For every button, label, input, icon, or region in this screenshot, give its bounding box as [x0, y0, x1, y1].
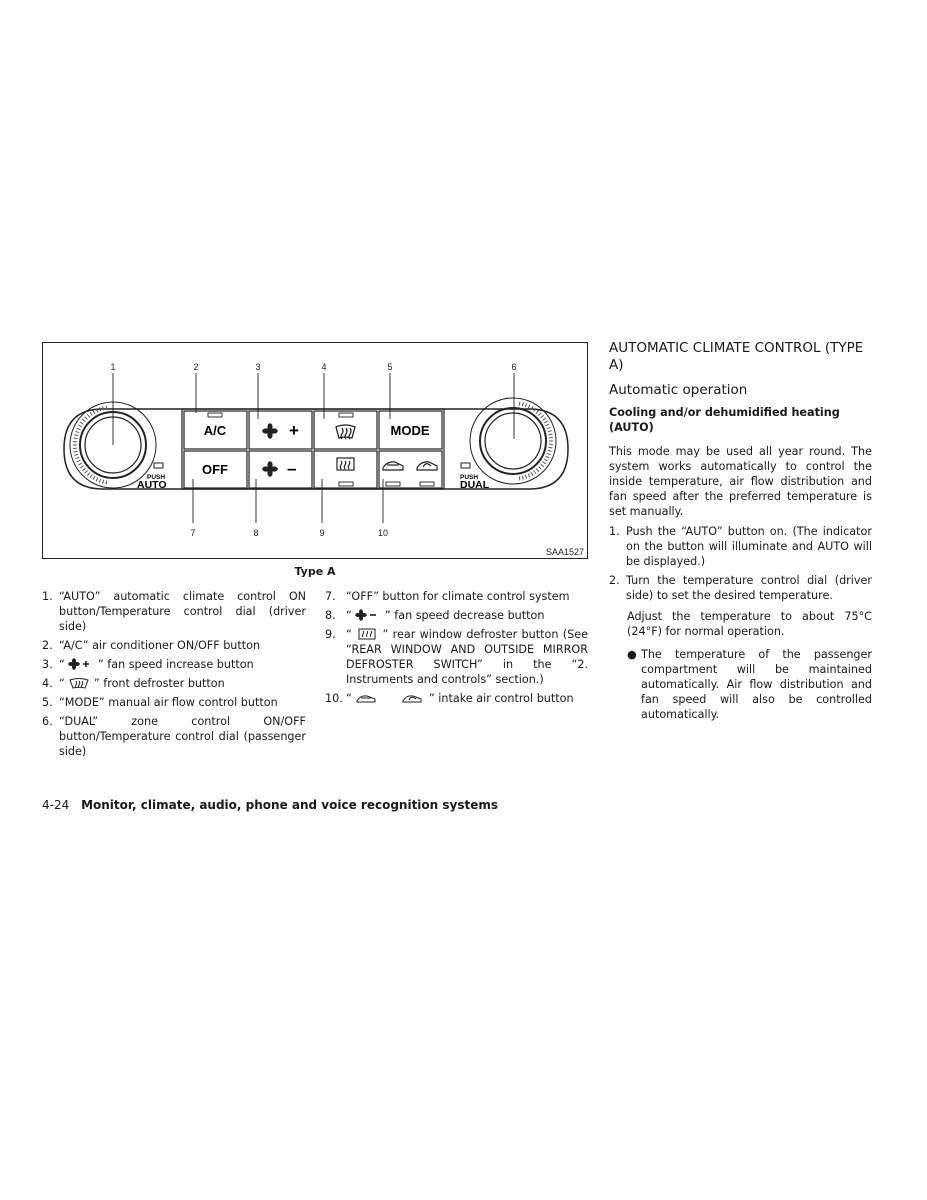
dial-tick	[548, 447, 552, 448]
dial-tick	[77, 460, 81, 462]
callout-4: 4	[321, 362, 327, 372]
list-item: 4. “ ” front defroster button	[42, 677, 225, 690]
dial-tick	[522, 402, 523, 406]
dial-tick	[547, 427, 551, 428]
footer-title: Monitor, climate, audio, phone and voice recognition systems	[81, 798, 499, 812]
bullet-dot-icon: ●	[627, 648, 637, 661]
bold-heading: Cooling and/or dehumidified heating (AUTO)	[609, 406, 840, 434]
adjust-paragraph: Adjust the temperature to about 75°C (24°F) for normal operation.	[627, 610, 872, 638]
front-defroster-icon	[68, 677, 90, 689]
rear-defroster-icon	[356, 628, 378, 640]
dial-tick	[75, 431, 79, 432]
climate-control-figure	[42, 342, 588, 559]
dial-tick	[74, 435, 78, 436]
push-label-right: PUSH	[460, 474, 479, 481]
fan-plus-icon	[68, 658, 94, 670]
dial-tick	[99, 407, 100, 411]
auto-label: AUTO	[137, 479, 167, 491]
dial-tick	[99, 479, 100, 483]
dial-tick	[82, 419, 85, 422]
dial-tick	[74, 451, 78, 452]
dial-tick	[528, 474, 530, 478]
front-defroster-icon	[336, 425, 355, 439]
list-item: 7. “OFF” button for climate control system	[325, 590, 570, 603]
callout-7: 7	[190, 528, 196, 538]
legend-list-left	[42, 589, 306, 763]
front-defroster-button[interactable]	[314, 411, 377, 449]
mode-button[interactable]	[379, 411, 442, 449]
rear-defroster-button[interactable]	[314, 451, 377, 488]
page-number: 4-24	[42, 798, 70, 812]
dial-tick	[536, 469, 539, 472]
dial-tick	[538, 413, 541, 416]
figure-caption: Type A	[294, 565, 336, 578]
dial-tick	[519, 402, 520, 406]
bullet-item: ● The temperature of the passenger compartment will be maintained automatically. Air flow distribution and fan speed will also be controlled automatically.	[627, 648, 872, 721]
callout-8: 8	[253, 528, 259, 538]
dial-tick	[548, 431, 552, 432]
dial-tick	[93, 410, 95, 413]
dial-tick	[90, 412, 92, 415]
right-temperature-dial[interactable]	[470, 398, 556, 484]
ac-label: A/C	[203, 423, 227, 438]
dial-tick	[546, 456, 550, 458]
right-column	[609, 340, 872, 722]
fan-icon	[262, 461, 278, 477]
callout-3: 3	[255, 362, 261, 372]
dial-tick	[541, 464, 544, 467]
dial-tick	[82, 468, 85, 471]
callout-6: 6	[511, 362, 517, 372]
step-item: 1. Push the “AUTO” button on. (The indicator on the button will illuminate and AUTO will be displayed.)	[609, 525, 872, 568]
dial-tick	[525, 475, 526, 479]
list-item: 8. “ ” fan speed decrease button	[325, 609, 545, 622]
callout-5: 5	[387, 362, 393, 372]
dial-tick	[93, 476, 95, 479]
intro-paragraph: This mode may be used all year round. The system works automatically to control the inside temperature, air flow distribution and fan speed after the preferred temperature is set manually.	[609, 445, 872, 518]
dial-tick	[75, 457, 79, 458]
dial-tick	[536, 410, 539, 413]
dial-tick	[74, 454, 78, 455]
dial-tick	[106, 406, 107, 410]
dial-tick	[544, 421, 547, 423]
ac-button[interactable]	[184, 411, 247, 449]
list-item: 6. “DUAL” zone control ON/OFF button/Temperature control dial (passenger side)	[42, 715, 306, 758]
dial-tick	[522, 476, 523, 480]
dial-tick	[103, 480, 104, 484]
dial-tick	[519, 476, 520, 480]
list-item: 10. “ ” intake air control button	[325, 692, 574, 705]
fresh-air-icon	[383, 462, 403, 470]
legend-list-right	[325, 589, 588, 710]
dial-tick	[106, 480, 107, 484]
dial-tick	[96, 478, 98, 482]
dial-tick	[74, 438, 78, 439]
mode-label: MODE	[390, 423, 430, 438]
dial-tick	[541, 415, 544, 418]
dual-label: DUAL	[460, 479, 490, 491]
list-item: 9. “ ” rear window defroster button (See “REAR WINDOW AND OUTSIDE MIRROR DEFROSTER SWITCH” in the “2. Instruments and controls” section.)	[325, 628, 589, 686]
dial-tick	[542, 462, 545, 464]
section-heading: AUTOMATIC CLIMATE CONTROL (TYPE A)	[609, 340, 864, 373]
figure-code: SAA1527	[545, 547, 584, 557]
dial-tick	[78, 463, 81, 465]
dial-tick	[525, 403, 526, 407]
list-item: 3. “ ” fan speed increase button	[42, 658, 254, 671]
rear-defroster-icon	[337, 458, 354, 470]
dial-tick	[80, 422, 83, 424]
push-label-left: PUSH	[147, 474, 166, 481]
fan-minus-icon	[355, 609, 381, 621]
list-item: 5. “MODE” manual air flow control button	[42, 696, 278, 709]
dial-tick	[546, 424, 550, 426]
intake-air-icon	[355, 692, 425, 704]
dial-tick	[534, 470, 536, 473]
minus-label: –	[287, 459, 297, 478]
dial-tick	[90, 474, 92, 477]
dial-tick	[528, 405, 530, 409]
auto-indicator	[154, 463, 163, 468]
dial-tick	[544, 459, 547, 461]
callout-10: 10	[377, 528, 389, 538]
dial-tick	[547, 453, 551, 454]
climate-panel-diagram	[43, 343, 589, 560]
list-item: 2. “A/C” air conditioner ON/OFF button	[42, 639, 261, 652]
dial-tick	[542, 418, 545, 420]
intake-air-button[interactable]	[379, 451, 442, 488]
recirculation-icon	[417, 462, 437, 470]
page-footer	[42, 798, 498, 812]
fan-icon	[262, 423, 278, 439]
dial-tick	[77, 428, 81, 430]
dial-tick	[80, 466, 83, 468]
dial-tick	[531, 472, 533, 475]
dial-tick	[538, 466, 541, 469]
list-item: 1. “AUTO” automatic climate control ON button/Temperature control dial (driver side)	[42, 590, 306, 633]
dial-tick	[85, 417, 88, 420]
subsection-heading: Automatic operation	[609, 382, 748, 398]
callout-2: 2	[193, 362, 199, 372]
dial-tick	[548, 434, 552, 435]
callout-9: 9	[319, 528, 325, 538]
dial-tick	[87, 473, 90, 476]
dial-tick	[87, 414, 90, 417]
step-item: 2. Turn the temperature control dial (driver side) to set the desired temperature.	[609, 574, 872, 602]
callout-1: 1	[110, 362, 116, 372]
dual-indicator	[461, 463, 470, 468]
plus-label: +	[289, 421, 299, 440]
dial-tick	[78, 425, 81, 427]
dial-tick	[548, 450, 552, 451]
fan-decrease-button[interactable]	[249, 451, 312, 488]
fan-increase-button[interactable]	[249, 411, 312, 449]
off-label: OFF	[202, 462, 228, 477]
dial-tick	[85, 470, 88, 473]
